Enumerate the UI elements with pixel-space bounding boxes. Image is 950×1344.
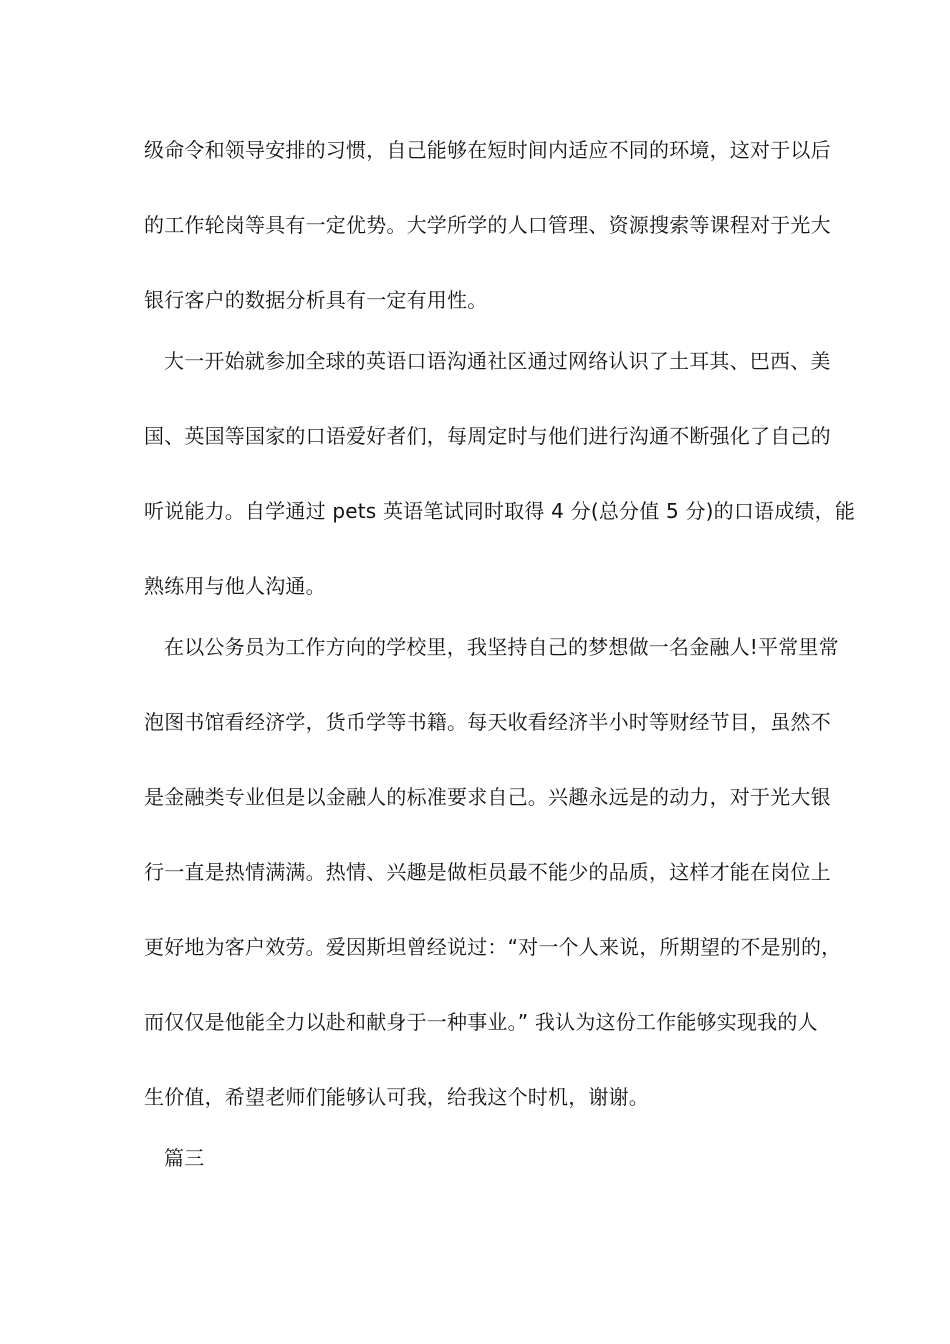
paragraph-line: 听说能力。自学通过 pets 英语笔试同时取得 4 分(总分值 5 分)的口语成绩，能 [144, 499, 856, 523]
paragraph-line: 行一直是热情满满。热情、兴趣是做柜员最不能少的品质，这样才能在岗位上 [144, 860, 831, 884]
paragraph-line: 大一开始就参加全球的英语口语沟通社区通过网络认识了土耳其、巴西、美 [164, 349, 831, 373]
paragraph-line: 而仅仅是他能全力以赴和献身于一种事业。” 我认为这份工作能够实现我的人 [144, 1010, 818, 1034]
paragraph-line: 级命令和领导安排的习惯，自己能够在短时间内适应不同的环境，这对于以后 [144, 138, 831, 162]
paragraph-line: 泡图书馆看经济学，货币学等书籍。每天收看经济半小时等财经节目，虽然不 [144, 710, 831, 734]
paragraph-line: 的工作轮岗等具有一定优势。大学所学的人口管理、资源搜索等课程对于光大 [144, 213, 831, 237]
paragraph-line: 熟练用与他人沟通。 [144, 574, 326, 598]
paragraph-line: 国、英国等国家的口语爱好者们，每周定时与他们进行沟通不断强化了自己的 [144, 424, 831, 448]
paragraph-line: 是金融类专业但是以金融人的标准要求自己。兴趣永远是的动力，对于光大银 [144, 785, 831, 809]
section-heading: 篇三 [164, 1146, 205, 1170]
paragraph-line: 在以公务员为工作方向的学校里，我坚持自己的梦想做一名金融人!平常里常 [164, 635, 839, 659]
paragraph-line: 更好地为客户效劳。爱因斯坦曾经说过：“对一个人来说，所期望的不是别的， [144, 935, 842, 959]
paragraph-line: 银行客户的数据分析具有一定有用性。 [144, 288, 488, 312]
paragraph-line: 生价值，希望老师们能够认可我，给我这个时机，谢谢。 [144, 1085, 649, 1109]
